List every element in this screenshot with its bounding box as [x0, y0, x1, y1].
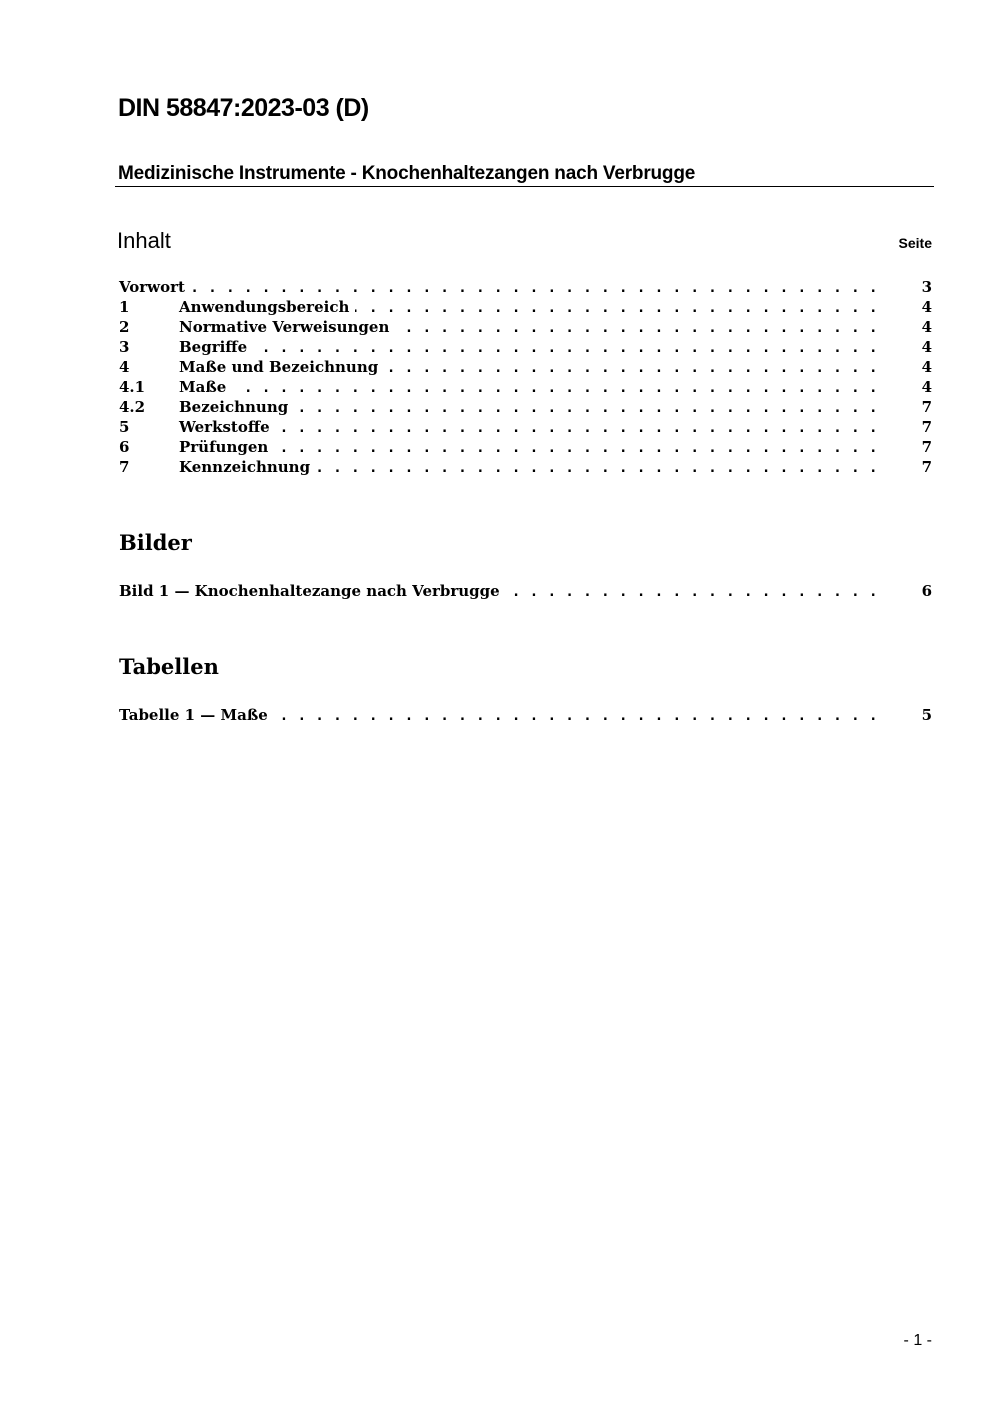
toc-entry-page: 7	[916, 457, 932, 477]
toc-entry-number: 6	[119, 438, 130, 456]
toc-entry-page: 4	[916, 377, 932, 397]
title-underline	[115, 186, 934, 187]
toc-entry-number: 2	[119, 318, 130, 336]
tables-list	[119, 705, 932, 725]
toc-entry-page: 7	[916, 397, 932, 417]
toc-entry-text: Maße	[179, 378, 227, 396]
toc-entry-number: 4.1	[119, 378, 146, 396]
toc-entry-number: 4	[119, 358, 130, 376]
page-number: - 1 -	[903, 1332, 932, 1349]
toc-entry-page: 4	[916, 297, 932, 317]
toc-entry-text: Begriffe	[179, 338, 248, 356]
toc-entry-vorwort[interactable]	[119, 277, 932, 297]
toc-entry-number: 1	[119, 298, 130, 316]
toc-entry-5[interactable]	[119, 417, 932, 437]
toc-entry-page: 3	[916, 277, 932, 297]
page-column-label: Seite	[898, 235, 932, 251]
toc-entry-text: Werkstoffe	[179, 418, 270, 436]
table-entry-text: Tabelle 1 — Maße	[119, 706, 268, 724]
toc-heading: Inhalt	[117, 228, 171, 253]
toc-entry-4[interactable]	[119, 357, 932, 377]
toc-list	[119, 277, 932, 477]
figure-entry-page: 6	[916, 581, 932, 601]
toc-entry-page: 7	[916, 417, 932, 437]
toc-entry-text: Maße und Bezeichnung	[179, 358, 379, 376]
table-entry-page: 5	[916, 705, 932, 725]
document-id: DIN 58847:2023-03 (D)	[118, 94, 369, 122]
toc-entry-6[interactable]	[119, 437, 932, 457]
toc-entry-text: Prüfungen	[179, 438, 269, 456]
toc-entry-3[interactable]	[119, 337, 932, 357]
figure-entry-1[interactable]	[119, 581, 932, 601]
toc-entry-number: 4.2	[119, 398, 146, 416]
toc-entry-2[interactable]	[119, 317, 932, 337]
dot-leader	[119, 277, 886, 298]
table-entry-1[interactable]	[119, 705, 932, 725]
toc-entry-number: 7	[119, 458, 130, 476]
document-title: Medizinische Instrumente - Knochenhaltezangen nach Verbrugge	[118, 163, 696, 184]
toc-entry-4-1[interactable]	[119, 377, 932, 397]
toc-entry-7[interactable]	[119, 457, 932, 477]
toc-entry-number: 3	[119, 338, 130, 356]
toc-entry-page: 4	[916, 317, 932, 337]
toc-entry-page: 4	[916, 337, 932, 357]
dot-leader	[119, 377, 886, 398]
figures-list	[119, 581, 932, 601]
figures-heading: Bilder	[119, 530, 192, 555]
figure-entry-text: Bild 1 — Knochenhaltezange nach Verbrugge	[119, 582, 500, 600]
toc-entry-1[interactable]	[119, 297, 932, 317]
toc-entry-page: 7	[916, 437, 932, 457]
toc-entry-number: 5	[119, 418, 130, 436]
toc-entry-text: Anwendungsbereich	[179, 298, 350, 316]
toc-entry-text: Bezeichnung	[179, 398, 289, 416]
toc-entry-page: 4	[916, 357, 932, 377]
toc-entry-text: Normative Verweisungen	[179, 318, 390, 336]
toc-entry-text: Vorwort	[119, 278, 185, 296]
toc-entry-4-2[interactable]	[119, 397, 932, 417]
toc-entry-text: Kennzeichnung	[179, 458, 311, 476]
tables-heading: Tabellen	[119, 654, 219, 679]
